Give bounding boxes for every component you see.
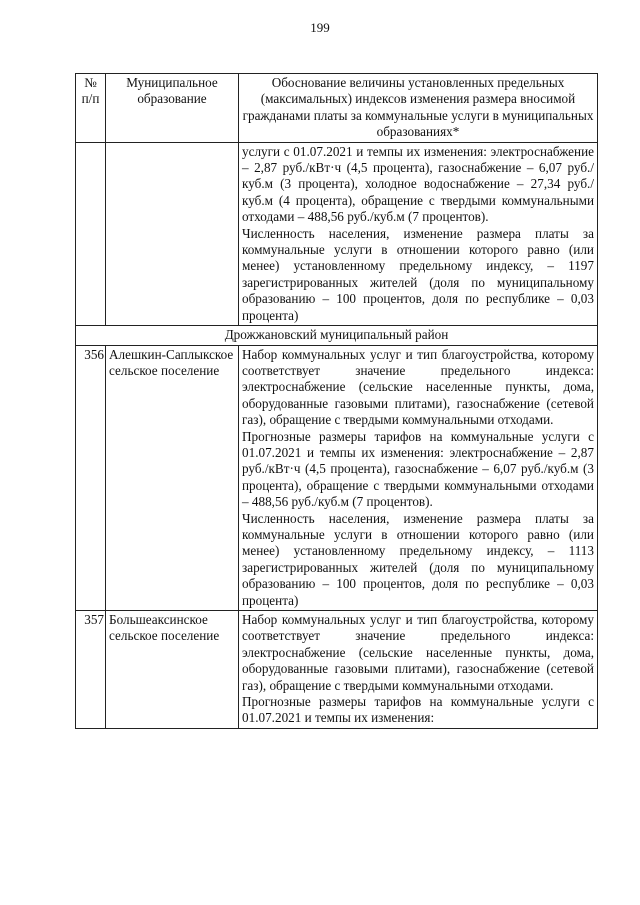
row-number: 356 bbox=[76, 345, 106, 611]
table-row bbox=[76, 611, 598, 729]
table-header-row bbox=[76, 74, 598, 143]
paragraph: Численность населения, изменение размера платы за коммунальные услуги в отношении которого равно (или менее) установленному предельному индексу, – 1197 зарегистрированных жителей (доля по муниципальному образованию – 100 процентов, доля по республике – 0,03 процента) bbox=[242, 225, 594, 323]
justification-cell bbox=[239, 345, 598, 611]
justification-cell bbox=[239, 611, 598, 729]
header-num: № п/п bbox=[76, 74, 106, 143]
header-municipality: Муниципальное образование bbox=[106, 74, 239, 143]
tariff-table bbox=[75, 73, 598, 729]
district-row bbox=[76, 326, 598, 345]
municipality-name: Большеаксинское сельское поселение bbox=[106, 611, 239, 729]
district-title: Дрожжановский муниципальный район bbox=[76, 326, 598, 345]
row-number: 357 bbox=[76, 611, 106, 729]
paragraph: Прогнозные размеры тарифов на коммунальные услуги с 01.07.2021 и темпы их изменения: электроснабжение – 2,87 руб./кВт·ч (4,5 процента), газоснабжение – 6,07 руб./куб.м (3 процента), обращение с твердыми коммунальными отходами – 488,56 руб./куб.м (7 процентов). bbox=[242, 428, 594, 510]
table-row-continuation bbox=[76, 142, 598, 325]
paragraph: Набор коммунальных услуг и тип благоустройства, которому соответствует значение предельного индекса: электроснабжение (сельские населенные пункты, дома, оборудованные газовыми плитами), газоснабжение (сетевой газ), обращение с твердыми коммунальными отходами. bbox=[242, 612, 594, 693]
municipality-name: Алешкин-Саплыкское сельское поселение bbox=[106, 345, 239, 611]
table-row bbox=[76, 345, 598, 611]
paragraph: Прогнозные размеры тарифов на коммунальные услуги с 01.07.2021 и темпы их изменения: bbox=[242, 694, 594, 726]
page-number: 199 bbox=[310, 20, 330, 35]
paragraph: Набор коммунальных услуг и тип благоустройства, которому соответствует значение предельного индекса: электроснабжение (сельские населенные пункты, дома, оборудованные газовыми плитами), газоснабжение (сетевой газ), обращение с твердыми коммунальными отходами. bbox=[242, 346, 594, 428]
header-justification: Обоснование величины установленных предельных (максимальных) индексов изменения размера вносимой гражданами платы за коммунальные услуги в муниципальных образованиях* bbox=[239, 74, 598, 143]
paragraph: услуги с 01.07.2021 и темпы их изменения: электроснабжение – 2,87 руб./кВт·ч (4,5 процента), газоснабжение – 6,07 руб./куб.м (3 процента), холодное водоснабжение – 27,34 руб./куб.м (4 процента), обращение с твердыми коммунальными отходами – 488,56 руб./куб.м (7 процентов). bbox=[242, 143, 594, 225]
paragraph: Численность населения, изменение размера платы за коммунальные услуги в отношении которого равно (или менее) установленному предельному индексу, – 1113 зарегистрированных жителей (доля по муниципальному образованию – 100 процентов, доля по республике – 0,03 процента) bbox=[242, 510, 594, 608]
justification-cell bbox=[239, 142, 598, 325]
